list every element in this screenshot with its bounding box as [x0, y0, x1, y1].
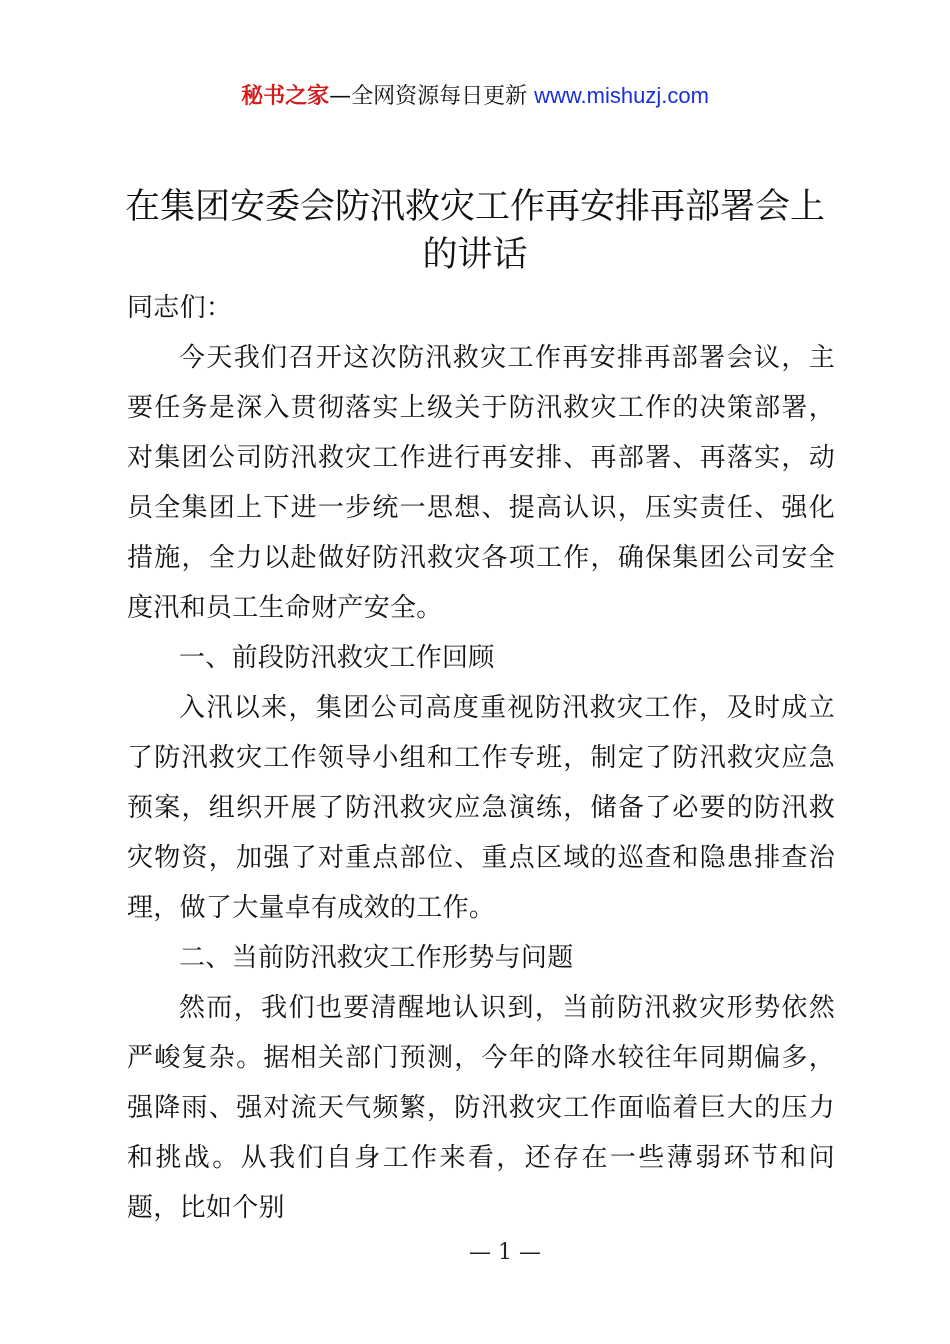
section-heading-1: 一、前段防汛救灾工作回顾 — [179, 643, 495, 673]
brand-name: 秘书之家 — [241, 84, 330, 109]
section-heading-2: 二、当前防汛救灾工作形势与问题 — [179, 943, 574, 973]
document-body — [127, 283, 835, 1233]
paragraph-review: 入汛以来，集团公司高度重视防汛救灾工作，及时成立了防汛救灾工作领导小组和工作专班，制定了防汛救灾应急预案，组织开展了防汛救灾应急演练，储备了必要的防汛救灾物资，加强了对重点部位、重点区域的巡查和隐患排查治理，做了大量卓有成效的工作。 — [127, 693, 835, 923]
paragraph-situation: 然而，我们也要清醒地认识到，当前防汛救灾形势依然严峻复杂。据相关部门预测，今年的降水较往年同期偏多，强降雨、强对流天气频繁，防汛救灾工作面临着巨大的压力和挑战。从我们自身工作来看，还存在一些薄弱环节和问题，比如个别 — [127, 993, 835, 1223]
paragraph-intro: 今天我们召开这次防汛救灾工作再安排再部署会议，主要任务是深入贯彻落实上级关于防汛救灾工作的决策部署，对集团公司防汛救灾工作进行再安排、再部署、再落实，动员全集团上下进一步统一思想、提高认识，压实责任、强化措施，全力以赴做好防汛救灾各项工作，确保集团公司安全度汛和员工生命财产安全。 — [127, 343, 835, 623]
banner-slogan: —全网资源每日更新 — [329, 84, 535, 109]
title-line-1: 在集团安委会防汛救灾工作再安排再部署会上 — [124, 187, 825, 227]
document-title — [100, 183, 850, 279]
page-number: — 1 — — [469, 1240, 541, 1265]
title-line-2: 的讲话 — [422, 235, 528, 275]
site-url-link[interactable]: www.mishuzj.com — [534, 83, 709, 108]
site-banner — [0, 80, 950, 113]
salutation: 同志们： — [127, 293, 233, 323]
